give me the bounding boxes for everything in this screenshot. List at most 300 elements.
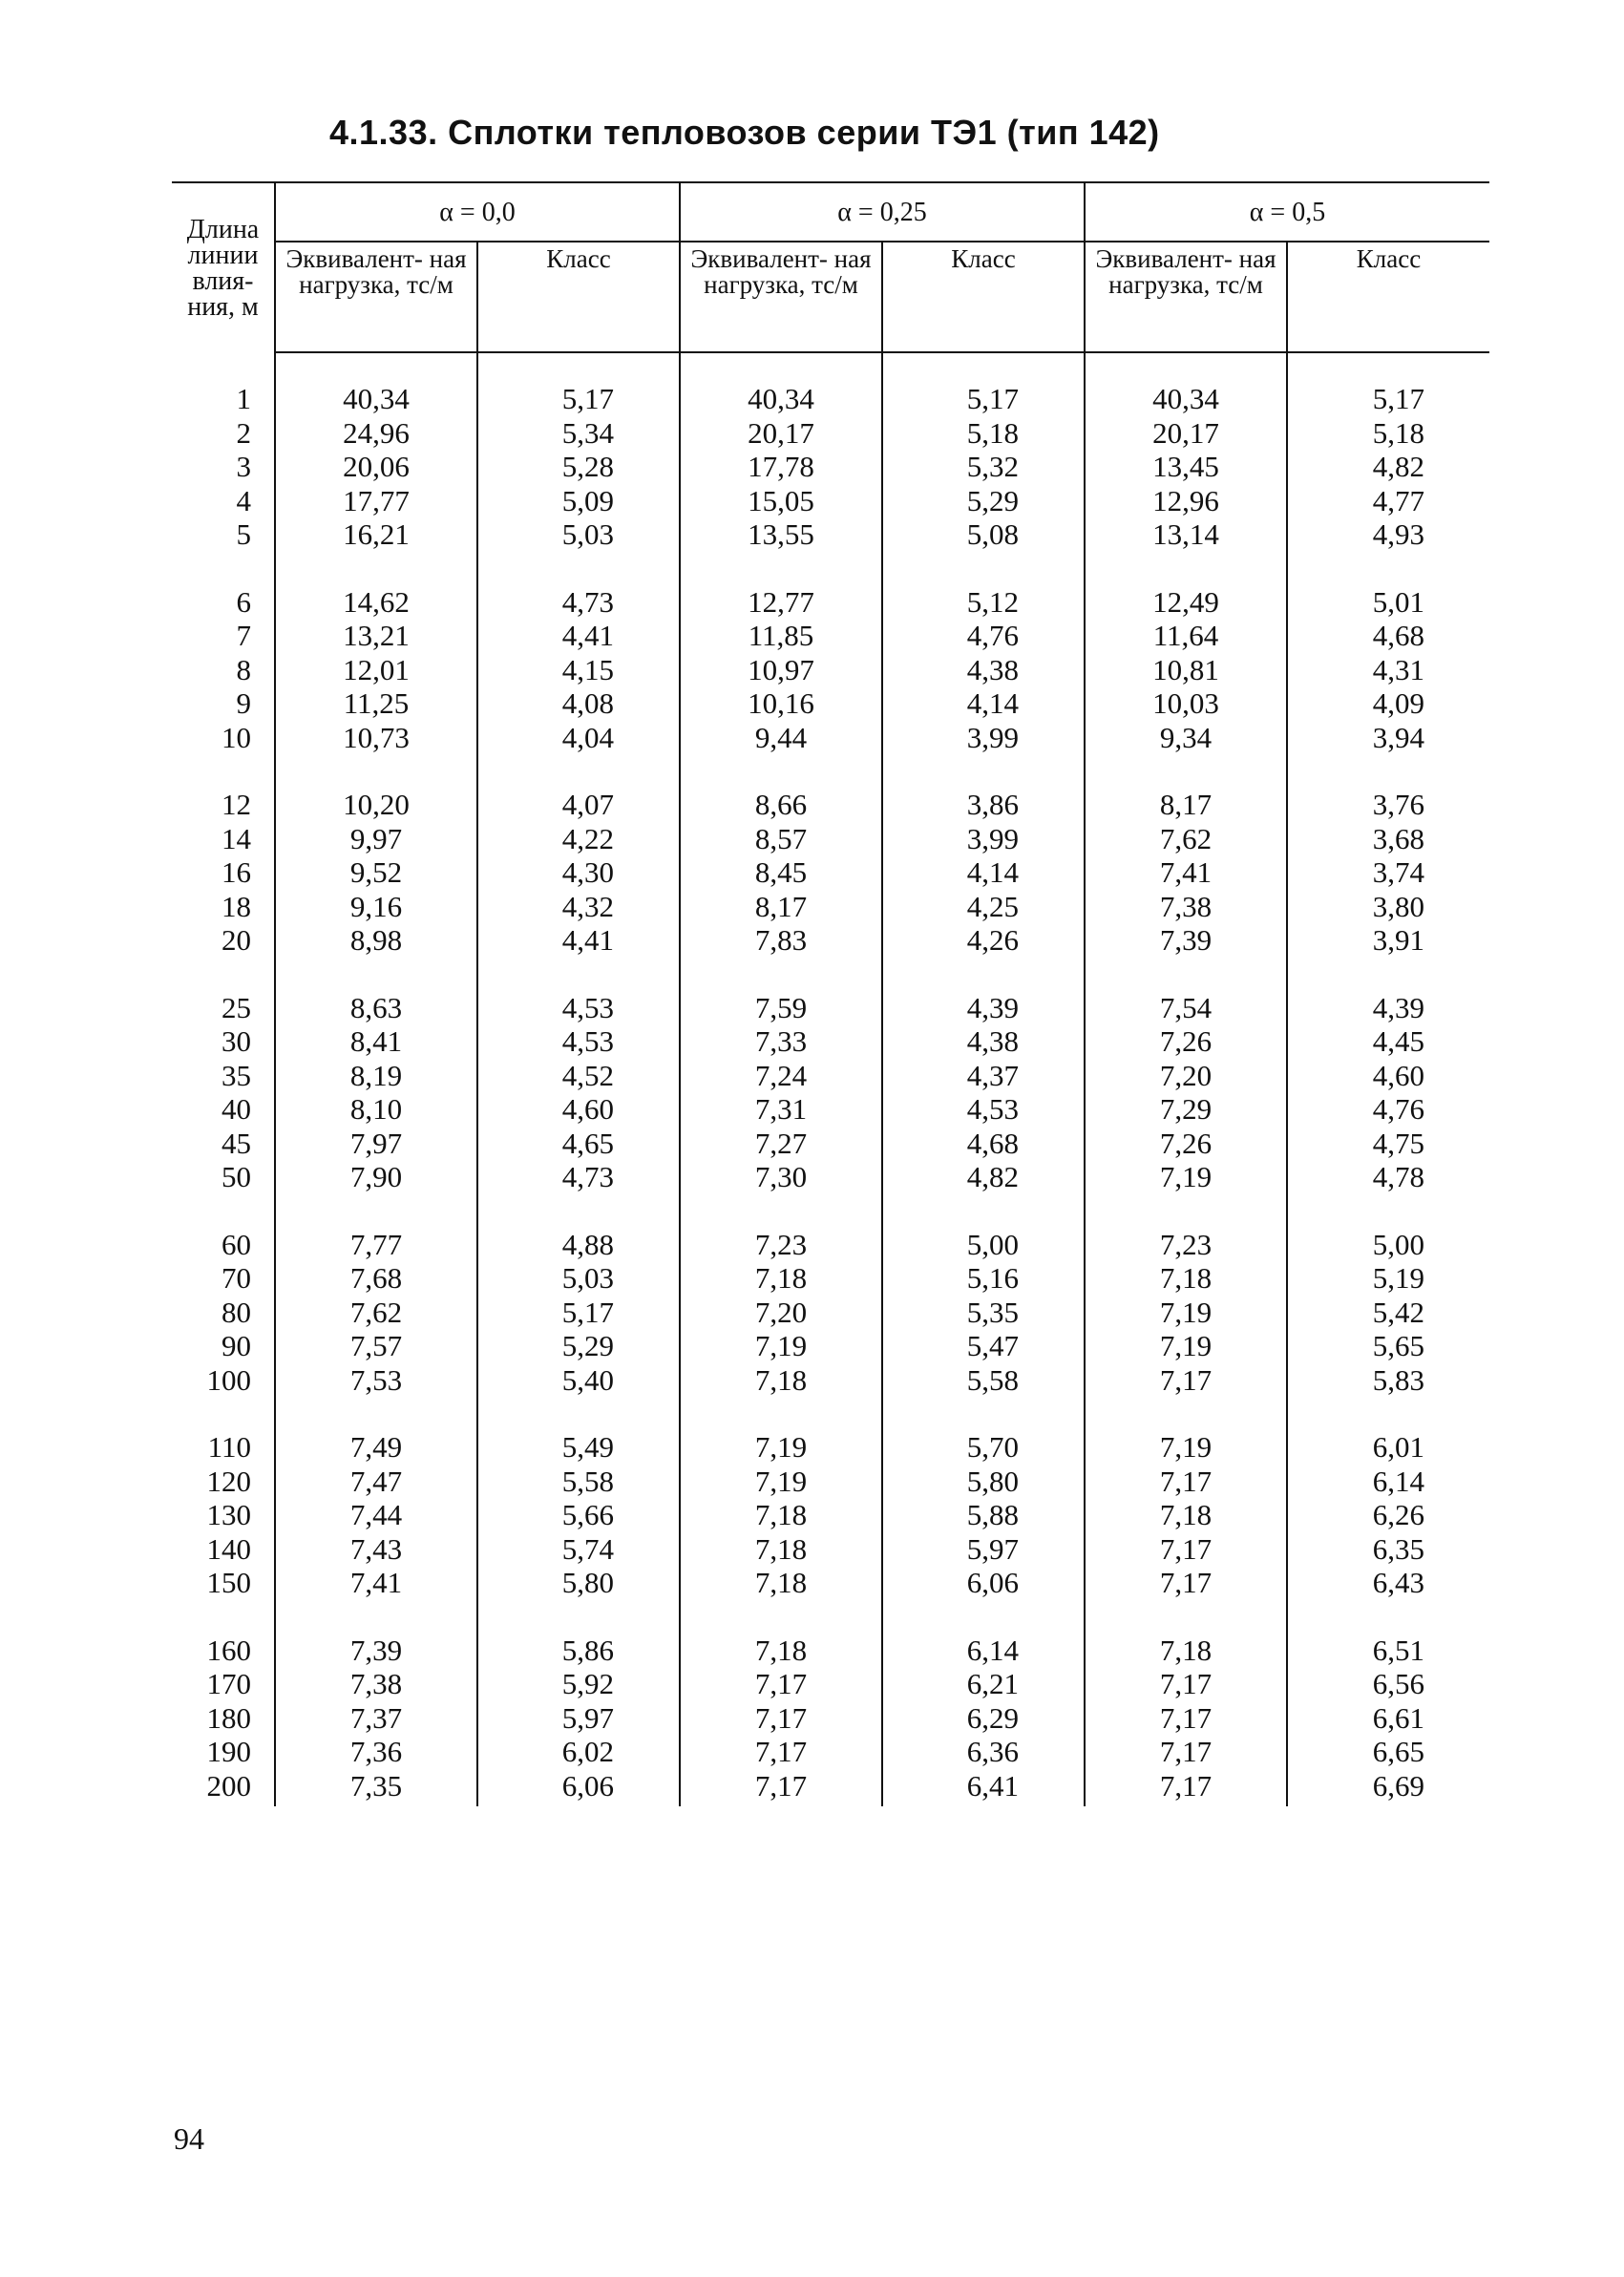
cell-class-a05: 3,74 — [1287, 855, 1489, 890]
table-row — [172, 1024, 1489, 1059]
header-length: Длина линии влия- ния, м — [172, 182, 275, 352]
cell-eq-load-a05: 7,18 — [1085, 1634, 1287, 1668]
table-row — [172, 1735, 1489, 1769]
cell-class-a05: 4,78 — [1287, 1160, 1489, 1194]
cell-eq-load-a0: 7,49 — [275, 1430, 477, 1465]
cell-class-a025: 4,14 — [882, 855, 1085, 890]
cell-class-a0: 4,52 — [477, 1059, 680, 1093]
cell-eq-load-a0: 7,41 — [275, 1566, 477, 1600]
cell-eq-load-a05: 10,03 — [1085, 686, 1287, 721]
cell-class-a0: 4,32 — [477, 890, 680, 924]
cell-eq-load-a025: 17,78 — [680, 450, 882, 484]
cell-eq-load-a05: 7,39 — [1085, 923, 1287, 958]
page-number: 94 — [174, 2121, 204, 2156]
cell-class-a0: 5,74 — [477, 1532, 680, 1567]
cell-class-a0: 4,65 — [477, 1127, 680, 1161]
cell-length: 18 — [221, 889, 251, 923]
table-row — [172, 585, 1489, 620]
cell-eq-load-a025: 7,18 — [680, 1532, 882, 1567]
cell-eq-load-a025: 12,77 — [680, 585, 882, 620]
cell-eq-load-a05: 7,54 — [1085, 991, 1287, 1025]
table-row — [172, 1228, 1489, 1262]
table-row — [172, 721, 1489, 755]
cell-length: 2 — [236, 415, 251, 450]
cell-class-a025: 5,16 — [882, 1261, 1085, 1296]
cell-length: 110 — [207, 1430, 251, 1464]
cell-eq-load-a025: 11,85 — [680, 619, 882, 653]
cell-length: 120 — [206, 1464, 251, 1498]
cell-class-a0: 5,17 — [477, 382, 680, 416]
table-body — [172, 352, 1489, 1806]
cell-eq-load-a0: 8,10 — [275, 1092, 477, 1127]
cell-class-a0: 5,03 — [477, 1261, 680, 1296]
cell-class-a05: 3,94 — [1287, 721, 1489, 755]
cell-length: 160 — [206, 1633, 251, 1667]
cell-class-a0: 5,97 — [477, 1701, 680, 1736]
cell-class-a025: 4,53 — [882, 1092, 1085, 1127]
cell-eq-load-a0: 7,47 — [275, 1465, 477, 1499]
table-title: 4.1.33. Сплотки тепловозов серии ТЭ1 (тип 142) — [329, 113, 1160, 152]
cell-class-a05: 4,60 — [1287, 1059, 1489, 1093]
cell-class-a05: 4,93 — [1287, 517, 1489, 552]
cell-eq-load-a05: 7,19 — [1085, 1296, 1287, 1330]
cell-class-a05: 4,09 — [1287, 686, 1489, 721]
cell-length: 50 — [221, 1160, 251, 1193]
group-spacer — [172, 352, 1489, 382]
header-class: Класс — [882, 242, 1085, 352]
cell-eq-load-a05: 13,14 — [1085, 517, 1287, 552]
group-spacer — [172, 1194, 1489, 1228]
cell-class-a025: 5,80 — [882, 1465, 1085, 1499]
cell-eq-load-a05: 12,96 — [1085, 484, 1287, 518]
cell-eq-load-a025: 10,16 — [680, 686, 882, 721]
cell-class-a05: 5,42 — [1287, 1296, 1489, 1330]
table-row — [172, 1261, 1489, 1296]
table-row — [172, 1498, 1489, 1532]
table-row — [172, 855, 1489, 890]
cell-class-a05: 5,01 — [1287, 585, 1489, 620]
cell-eq-load-a0: 8,41 — [275, 1024, 477, 1059]
cell-class-a0: 4,04 — [477, 721, 680, 755]
cell-class-a025: 4,39 — [882, 991, 1085, 1025]
cell-class-a025: 5,47 — [882, 1329, 1085, 1363]
cell-class-a0: 5,40 — [477, 1363, 680, 1398]
cell-class-a025: 5,18 — [882, 416, 1085, 451]
cell-eq-load-a05: 7,17 — [1085, 1667, 1287, 1701]
cell-class-a05: 5,19 — [1287, 1261, 1489, 1296]
cell-eq-load-a05: 20,17 — [1085, 416, 1287, 451]
cell-eq-load-a0: 7,62 — [275, 1296, 477, 1330]
cell-class-a05: 4,31 — [1287, 653, 1489, 687]
cell-class-a025: 5,97 — [882, 1532, 1085, 1567]
table-row — [172, 890, 1489, 924]
cell-class-a05: 6,35 — [1287, 1532, 1489, 1567]
cell-class-a0: 4,53 — [477, 1024, 680, 1059]
cell-eq-load-a025: 7,17 — [680, 1735, 882, 1769]
cell-class-a0: 4,15 — [477, 653, 680, 687]
cell-eq-load-a0: 8,98 — [275, 923, 477, 958]
cell-class-a0: 4,07 — [477, 788, 680, 822]
cell-class-a05: 6,51 — [1287, 1634, 1489, 1668]
cell-eq-load-a05: 7,17 — [1085, 1566, 1287, 1600]
cell-class-a0: 4,08 — [477, 686, 680, 721]
cell-eq-load-a0: 8,63 — [275, 991, 477, 1025]
header-alpha-0: α = 0,0 — [275, 182, 680, 242]
cell-length: 12 — [221, 788, 251, 821]
group-spacer — [172, 1600, 1489, 1634]
cell-eq-load-a025: 7,31 — [680, 1092, 882, 1127]
cell-class-a0: 4,73 — [477, 1160, 680, 1194]
cell-length: 30 — [221, 1024, 251, 1058]
cell-eq-load-a025: 7,17 — [680, 1667, 882, 1701]
cell-class-a025: 6,14 — [882, 1634, 1085, 1668]
table-row — [172, 1127, 1489, 1161]
cell-eq-load-a0: 13,21 — [275, 619, 477, 653]
cell-class-a05: 4,39 — [1287, 991, 1489, 1025]
cell-eq-load-a05: 9,34 — [1085, 721, 1287, 755]
table-row — [172, 653, 1489, 687]
table-row — [172, 1532, 1489, 1567]
cell-eq-load-a05: 10,81 — [1085, 653, 1287, 687]
cell-eq-load-a025: 7,19 — [680, 1465, 882, 1499]
cell-class-a025: 6,41 — [882, 1769, 1085, 1803]
cell-class-a025: 4,76 — [882, 619, 1085, 653]
cell-class-a05: 6,43 — [1287, 1566, 1489, 1600]
cell-length: 25 — [221, 990, 251, 1024]
cell-class-a0: 5,03 — [477, 517, 680, 552]
data-table — [172, 181, 1489, 1806]
cell-length: 100 — [206, 1362, 251, 1397]
cell-class-a0: 5,34 — [477, 416, 680, 451]
table-row — [172, 686, 1489, 721]
cell-length: 10 — [221, 720, 251, 754]
cell-length: 1 — [236, 382, 251, 415]
cell-class-a0: 4,88 — [477, 1228, 680, 1262]
cell-eq-load-a0: 16,21 — [275, 517, 477, 552]
cell-class-a05: 6,14 — [1287, 1465, 1489, 1499]
cell-eq-load-a025: 7,24 — [680, 1059, 882, 1093]
cell-class-a025: 4,26 — [882, 923, 1085, 958]
table-row — [172, 1465, 1489, 1499]
cell-length: 40 — [221, 1092, 251, 1126]
table-row — [172, 1634, 1489, 1668]
header-class: Класс — [1287, 242, 1489, 352]
cell-class-a05: 5,17 — [1287, 382, 1489, 416]
cell-class-a025: 4,38 — [882, 1024, 1085, 1059]
table-row — [172, 1430, 1489, 1465]
cell-eq-load-a05: 7,41 — [1085, 855, 1287, 890]
table-row — [172, 416, 1489, 451]
group-spacer — [172, 552, 1489, 585]
header-equivalent: Эквивалент- ная нагрузка, тс/м — [275, 242, 477, 352]
cell-class-a0: 4,41 — [477, 923, 680, 958]
table-row — [172, 1329, 1489, 1363]
table-row — [172, 382, 1489, 416]
cell-class-a05: 4,45 — [1287, 1024, 1489, 1059]
cell-class-a025: 3,99 — [882, 822, 1085, 856]
cell-class-a0: 5,86 — [477, 1634, 680, 1668]
cell-eq-load-a05: 7,18 — [1085, 1498, 1287, 1532]
cell-length: 7 — [236, 619, 251, 652]
table-row — [172, 788, 1489, 822]
cell-eq-load-a0: 9,97 — [275, 822, 477, 856]
cell-eq-load-a025: 7,59 — [680, 991, 882, 1025]
cell-eq-load-a0: 7,90 — [275, 1160, 477, 1194]
cell-class-a05: 6,01 — [1287, 1430, 1489, 1465]
table-row — [172, 1296, 1489, 1330]
cell-class-a025: 5,70 — [882, 1430, 1085, 1465]
cell-eq-load-a025: 7,33 — [680, 1024, 882, 1059]
cell-length: 14 — [221, 821, 251, 855]
cell-eq-load-a025: 8,66 — [680, 788, 882, 822]
group-spacer — [172, 1397, 1489, 1430]
cell-eq-load-a025: 7,23 — [680, 1228, 882, 1262]
cell-class-a0: 4,41 — [477, 619, 680, 653]
cell-eq-load-a025: 7,18 — [680, 1261, 882, 1296]
cell-eq-load-a0: 7,37 — [275, 1701, 477, 1736]
cell-eq-load-a05: 12,49 — [1085, 585, 1287, 620]
cell-eq-load-a0: 10,73 — [275, 721, 477, 755]
cell-class-a05: 3,91 — [1287, 923, 1489, 958]
cell-class-a05: 4,75 — [1287, 1127, 1489, 1161]
table-row — [172, 1092, 1489, 1127]
cell-class-a025: 5,00 — [882, 1228, 1085, 1262]
cell-class-a0: 5,28 — [477, 450, 680, 484]
cell-class-a05: 6,69 — [1287, 1769, 1489, 1803]
header-equivalent: Эквивалент- ная нагрузка, тс/м — [680, 242, 882, 352]
cell-class-a0: 4,30 — [477, 855, 680, 890]
cell-class-a0: 4,60 — [477, 1092, 680, 1127]
cell-class-a05: 4,77 — [1287, 484, 1489, 518]
cell-class-a025: 5,58 — [882, 1363, 1085, 1398]
cell-eq-load-a05: 7,17 — [1085, 1465, 1287, 1499]
cell-class-a025: 5,12 — [882, 585, 1085, 620]
table-row — [172, 822, 1489, 856]
cell-eq-load-a0: 8,19 — [275, 1059, 477, 1093]
group-spacer — [172, 958, 1489, 991]
cell-class-a025: 6,36 — [882, 1735, 1085, 1769]
cell-length: 140 — [206, 1531, 251, 1566]
cell-eq-load-a05: 7,17 — [1085, 1532, 1287, 1567]
header-alpha-025: α = 0,25 — [680, 182, 1085, 242]
header-class: Класс — [477, 242, 680, 352]
cell-eq-load-a025: 7,17 — [680, 1769, 882, 1803]
cell-class-a025: 4,68 — [882, 1127, 1085, 1161]
cell-class-a025: 6,06 — [882, 1566, 1085, 1600]
cell-eq-load-a05: 7,19 — [1085, 1329, 1287, 1363]
cell-class-a0: 6,02 — [477, 1735, 680, 1769]
cell-eq-load-a0: 7,38 — [275, 1667, 477, 1701]
cell-length: 130 — [206, 1498, 251, 1531]
cell-class-a025: 4,82 — [882, 1160, 1085, 1194]
cell-eq-load-a025: 8,45 — [680, 855, 882, 890]
cell-eq-load-a025: 8,57 — [680, 822, 882, 856]
cell-eq-load-a025: 7,83 — [680, 923, 882, 958]
table-row — [172, 1160, 1489, 1194]
cell-class-a0: 5,66 — [477, 1498, 680, 1532]
cell-class-a025: 4,25 — [882, 890, 1085, 924]
cell-length: 70 — [221, 1261, 251, 1295]
cell-eq-load-a05: 13,45 — [1085, 450, 1287, 484]
cell-eq-load-a05: 7,18 — [1085, 1261, 1287, 1296]
table-row — [172, 484, 1489, 518]
cell-eq-load-a0: 40,34 — [275, 382, 477, 416]
cell-class-a05: 5,18 — [1287, 416, 1489, 451]
cell-eq-load-a025: 7,18 — [680, 1498, 882, 1532]
cell-length: 45 — [221, 1126, 251, 1160]
cell-eq-load-a0: 24,96 — [275, 416, 477, 451]
cell-class-a025: 5,88 — [882, 1498, 1085, 1532]
cell-eq-load-a025: 7,19 — [680, 1329, 882, 1363]
cell-class-a0: 4,53 — [477, 991, 680, 1025]
cell-class-a025: 4,14 — [882, 686, 1085, 721]
cell-class-a0: 5,29 — [477, 1329, 680, 1363]
cell-eq-load-a025: 20,17 — [680, 416, 882, 451]
cell-length: 180 — [206, 1700, 251, 1735]
group-spacer — [172, 1803, 1489, 1806]
cell-length: 20 — [221, 923, 251, 957]
cell-class-a05: 5,00 — [1287, 1228, 1489, 1262]
cell-length: 4 — [236, 483, 251, 517]
table-row — [172, 1701, 1489, 1736]
cell-eq-load-a0: 7,39 — [275, 1634, 477, 1668]
cell-eq-load-a025: 40,34 — [680, 382, 882, 416]
cell-class-a025: 5,35 — [882, 1296, 1085, 1330]
header-alpha-05: α = 0,5 — [1085, 182, 1489, 242]
cell-length: 60 — [221, 1227, 251, 1261]
cell-class-a0: 4,22 — [477, 822, 680, 856]
cell-eq-load-a025: 7,17 — [680, 1701, 882, 1736]
table-row — [172, 1769, 1489, 1803]
cell-length: 3 — [236, 450, 251, 483]
cell-class-a05: 6,61 — [1287, 1701, 1489, 1736]
cell-class-a0: 5,58 — [477, 1465, 680, 1499]
cell-eq-load-a0: 7,77 — [275, 1228, 477, 1262]
cell-class-a05: 4,68 — [1287, 619, 1489, 653]
cell-eq-load-a025: 7,30 — [680, 1160, 882, 1194]
cell-eq-load-a0: 10,20 — [275, 788, 477, 822]
cell-eq-load-a025: 10,97 — [680, 653, 882, 687]
cell-eq-load-a05: 7,17 — [1085, 1735, 1287, 1769]
cell-eq-load-a05: 7,17 — [1085, 1769, 1287, 1803]
cell-class-a05: 5,65 — [1287, 1329, 1489, 1363]
cell-eq-load-a025: 7,18 — [680, 1566, 882, 1600]
table-row — [172, 619, 1489, 653]
cell-eq-load-a05: 7,19 — [1085, 1430, 1287, 1465]
cell-eq-load-a025: 9,44 — [680, 721, 882, 755]
cell-class-a0: 5,17 — [477, 1296, 680, 1330]
cell-length: 9 — [236, 686, 251, 720]
cell-class-a0: 5,92 — [477, 1667, 680, 1701]
cell-eq-load-a05: 8,17 — [1085, 788, 1287, 822]
cell-eq-load-a05: 7,17 — [1085, 1701, 1287, 1736]
cell-eq-load-a025: 7,18 — [680, 1634, 882, 1668]
cell-eq-load-a05: 7,19 — [1085, 1160, 1287, 1194]
cell-class-a025: 5,17 — [882, 382, 1085, 416]
cell-length: 170 — [206, 1667, 251, 1700]
cell-length: 8 — [236, 652, 251, 686]
group-spacer — [172, 754, 1489, 788]
cell-class-a0: 5,80 — [477, 1566, 680, 1600]
cell-class-a025: 3,99 — [882, 721, 1085, 755]
cell-class-a05: 4,76 — [1287, 1092, 1489, 1127]
cell-class-a025: 3,86 — [882, 788, 1085, 822]
cell-class-a025: 5,08 — [882, 517, 1085, 552]
cell-class-a05: 5,83 — [1287, 1363, 1489, 1398]
cell-eq-load-a0: 7,68 — [275, 1261, 477, 1296]
cell-eq-load-a0: 12,01 — [275, 653, 477, 687]
cell-class-a025: 6,29 — [882, 1701, 1085, 1736]
cell-length: 80 — [221, 1295, 251, 1329]
cell-class-a05: 3,76 — [1287, 788, 1489, 822]
cell-eq-load-a025: 7,20 — [680, 1296, 882, 1330]
cell-eq-load-a05: 7,62 — [1085, 822, 1287, 856]
cell-eq-load-a05: 7,20 — [1085, 1059, 1287, 1093]
cell-length: 200 — [206, 1768, 251, 1803]
cell-eq-load-a05: 7,29 — [1085, 1092, 1287, 1127]
cell-eq-load-a0: 7,53 — [275, 1363, 477, 1398]
cell-eq-load-a0: 9,16 — [275, 890, 477, 924]
cell-eq-load-a0: 14,62 — [275, 585, 477, 620]
header-equivalent: Эквивалент- ная нагрузка, тс/м — [1085, 242, 1287, 352]
cell-length: 35 — [221, 1058, 251, 1092]
cell-length: 5 — [236, 517, 251, 551]
cell-eq-load-a05: 40,34 — [1085, 382, 1287, 416]
cell-eq-load-a025: 13,55 — [680, 517, 882, 552]
cell-class-a0: 6,06 — [477, 1769, 680, 1803]
cell-eq-load-a025: 7,19 — [680, 1430, 882, 1465]
cell-class-a025: 5,32 — [882, 450, 1085, 484]
cell-eq-load-a025: 15,05 — [680, 484, 882, 518]
cell-class-a0: 4,73 — [477, 585, 680, 620]
cell-class-a025: 6,21 — [882, 1667, 1085, 1701]
cell-eq-load-a025: 8,17 — [680, 890, 882, 924]
cell-class-a0: 5,09 — [477, 484, 680, 518]
cell-class-a0: 5,49 — [477, 1430, 680, 1465]
cell-length: 16 — [221, 855, 251, 889]
table-row — [172, 1059, 1489, 1093]
cell-eq-load-a0: 17,77 — [275, 484, 477, 518]
cell-eq-load-a0: 7,36 — [275, 1735, 477, 1769]
cell-eq-load-a05: 7,38 — [1085, 890, 1287, 924]
cell-eq-load-a0: 20,06 — [275, 450, 477, 484]
cell-eq-load-a0: 7,44 — [275, 1498, 477, 1532]
cell-eq-load-a0: 11,25 — [275, 686, 477, 721]
cell-eq-load-a025: 7,18 — [680, 1363, 882, 1398]
cell-length: 150 — [206, 1566, 251, 1599]
cell-class-a05: 3,80 — [1287, 890, 1489, 924]
cell-eq-load-a025: 7,27 — [680, 1127, 882, 1161]
cell-class-a05: 4,82 — [1287, 450, 1489, 484]
cell-eq-load-a0: 7,43 — [275, 1532, 477, 1567]
table-row — [172, 1363, 1489, 1398]
cell-eq-load-a0: 7,35 — [275, 1769, 477, 1803]
cell-class-a025: 5,29 — [882, 484, 1085, 518]
cell-eq-load-a05: 11,64 — [1085, 619, 1287, 653]
cell-length: 6 — [236, 584, 251, 619]
cell-length: 90 — [221, 1329, 251, 1362]
table-row — [172, 991, 1489, 1025]
cell-eq-load-a05: 7,17 — [1085, 1363, 1287, 1398]
cell-class-a05: 6,26 — [1287, 1498, 1489, 1532]
table-row — [172, 1667, 1489, 1701]
table-row — [172, 1566, 1489, 1600]
cell-eq-load-a05: 7,23 — [1085, 1228, 1287, 1262]
cell-eq-load-a0: 9,52 — [275, 855, 477, 890]
cell-class-a025: 4,38 — [882, 653, 1085, 687]
table-row — [172, 450, 1489, 484]
cell-class-a05: 3,68 — [1287, 822, 1489, 856]
